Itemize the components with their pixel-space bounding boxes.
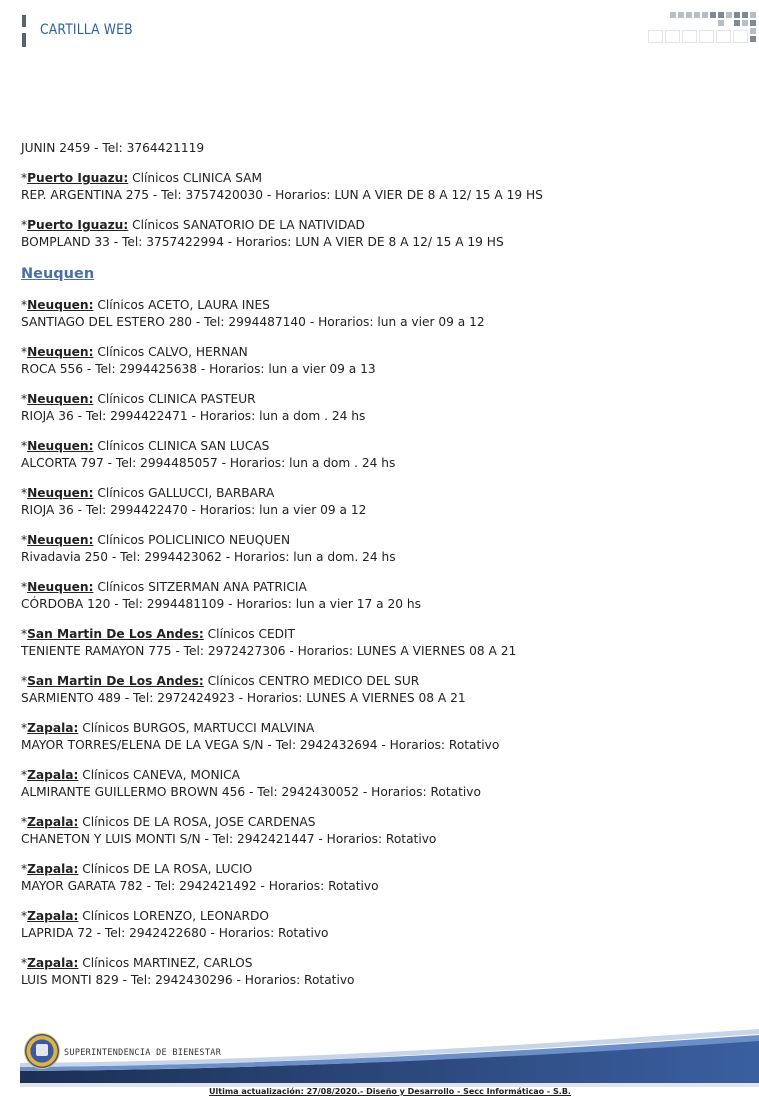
provider-heading-line	[21, 170, 741, 187]
provider-specialty: Clínicos	[82, 815, 130, 829]
provider-details: RIOJA 36 - Tel: 2994422470 - Horarios: lun a vier 09 a 12	[21, 503, 367, 517]
bullet-asterisk: *	[21, 909, 28, 923]
provider-specialty: Clínicos	[97, 533, 145, 547]
provider-entry	[21, 579, 741, 613]
provider-details: BOMPLAND 33 - Tel: 3757422994 - Horarios: LUN A VIER DE 8 A 12/ 15 A 19 HS	[21, 235, 504, 249]
provider-entry	[21, 217, 741, 251]
provider-heading-line	[21, 720, 741, 737]
provider-heading-line	[21, 297, 741, 314]
provider-listing	[21, 140, 741, 989]
provider-entry	[21, 297, 741, 331]
provider-city-link[interactable]: Neuquen:	[27, 392, 94, 406]
header-squares-decoration	[634, 10, 759, 50]
provider-name: ACETO, LAURA INES	[148, 298, 270, 312]
provider-specialty: Clínicos	[82, 909, 130, 923]
provider-name: CLINICA PASTEUR	[148, 392, 256, 406]
provider-name: GALLUCCI, BARBARA	[148, 486, 275, 500]
provider-entry	[21, 344, 741, 378]
provider-specialty: Clínicos	[97, 345, 145, 359]
provider-specialty: Clínicos	[97, 580, 145, 594]
provider-entry	[21, 626, 741, 660]
provider-details: MAYOR GARATA 782 - Tel: 2942421492 - Horarios: Rotativo	[21, 879, 379, 893]
provider-heading-line	[21, 485, 741, 502]
bullet-asterisk: *	[21, 486, 28, 500]
bullet-asterisk: *	[21, 533, 28, 547]
provider-heading-line	[21, 814, 741, 831]
provider-entry	[21, 955, 741, 989]
provider-name: POLICLINICO NEUQUEN	[148, 533, 291, 547]
provider-entry	[21, 908, 741, 942]
provider-city-link[interactable]: Neuquen:	[27, 439, 94, 453]
page-footer	[0, 1025, 759, 1101]
provider-details: SANTIAGO DEL ESTERO 280 - Tel: 2994487140 - Horarios: lun a vier 09 a 12	[21, 315, 485, 329]
provider-entry	[21, 391, 741, 425]
provider-entry	[21, 170, 741, 204]
provider-heading-line	[21, 626, 741, 643]
bullet-asterisk: *	[21, 580, 28, 594]
provider-entry	[21, 485, 741, 519]
provider-heading-line	[21, 532, 741, 549]
provider-entry	[21, 673, 741, 707]
provider-heading-line	[21, 344, 741, 361]
provider-entry	[21, 720, 741, 754]
provider-city-link[interactable]: Neuquen:	[27, 486, 94, 500]
provider-specialty: Clínicos	[82, 768, 130, 782]
bullet-asterisk: *	[21, 627, 28, 641]
provider-details: RIOJA 36 - Tel: 2994422471 - Horarios: lun a dom . 24 hs	[21, 409, 366, 423]
provider-name: SANATORIO DE LA NATIVIDAD	[182, 218, 365, 232]
provider-city-link[interactable]: Neuquen:	[27, 345, 94, 359]
provider-city-link[interactable]: Zapala:	[27, 862, 79, 876]
bullet-asterisk: *	[21, 721, 28, 735]
provider-entry	[21, 767, 741, 801]
bullet-asterisk: *	[21, 345, 28, 359]
header-bar-icon	[22, 15, 26, 47]
provider-heading-line	[21, 861, 741, 878]
provider-details: MAYOR TORRES/ELENA DE LA VEGA S/N - Tel: 2942432694 - Horarios: Rotativo	[21, 738, 500, 752]
provider-city-link[interactable]: Zapala:	[27, 909, 79, 923]
provider-specialty: Clínicos	[97, 392, 145, 406]
provider-details: CÓRDOBA 120 - Tel: 2994481109 - Horarios: lun a vier 17 a 20 hs	[21, 597, 421, 611]
provider-details: SARMIENTO 489 - Tel: 2972424923 - Horarios: LUNES A VIERNES 08 A 21	[21, 691, 466, 705]
provider-name: CANEVA, MONICA	[133, 768, 241, 782]
provider-heading-line	[21, 767, 741, 784]
footer-update-text: Ultima actualización: 27/08/2020.- Diseño y Desarrollo - Secc Informáticao - S.B.	[209, 1087, 571, 1096]
provider-specialty: Clínicos	[207, 627, 255, 641]
provider-specialty: Clínicos	[97, 439, 145, 453]
bullet-asterisk: *	[21, 171, 28, 185]
provider-entry	[21, 814, 741, 848]
provider-specialty: Clínicos	[132, 171, 180, 185]
provider-specialty: Clínicos	[97, 486, 145, 500]
bullet-asterisk: *	[21, 862, 28, 876]
provider-name: DE LA ROSA, JOSE CARDENAS	[133, 815, 316, 829]
provider-name: CLINICA SAM	[182, 171, 263, 185]
provider-heading-line	[21, 908, 741, 925]
bullet-asterisk: *	[21, 956, 28, 970]
bullet-asterisk: *	[21, 392, 28, 406]
bullet-asterisk: *	[21, 218, 28, 232]
provider-name: CALVO, HERNAN	[148, 345, 248, 359]
provider-entry	[21, 532, 741, 566]
provider-name: DE LA ROSA, LUCIO	[133, 862, 253, 876]
provider-details: ROCA 556 - Tel: 2994425638 - Horarios: lun a vier 09 a 13	[21, 362, 376, 376]
intro-line: JUNIN 2459 - Tel: 3764421119	[21, 141, 205, 155]
provider-name: BURGOS, MARTUCCI MALVINA	[133, 721, 315, 735]
provider-details: TENIENTE RAMAYON 775 - Tel: 2972427306 - Horarios: LUNES A VIERNES 08 A 21	[21, 644, 517, 658]
provider-heading-line	[21, 579, 741, 596]
provider-entry	[21, 438, 741, 472]
provider-city-link[interactable]: San Martin De Los Andes:	[27, 627, 204, 641]
provider-specialty: Clínicos	[82, 721, 130, 735]
section-heading-neuquen[interactable]: Neuquen	[21, 266, 95, 282]
provider-city-link[interactable]: Zapala:	[27, 721, 79, 735]
provider-heading-line	[21, 955, 741, 972]
provider-heading-line	[21, 391, 741, 408]
provider-city-link[interactable]: San Martin De Los Andes:	[27, 674, 204, 688]
provider-specialty: Clínicos	[132, 218, 180, 232]
provider-city-link[interactable]: Neuquen:	[27, 298, 94, 312]
provider-city-link[interactable]: Puerto Iguazu:	[27, 218, 129, 232]
provider-name: LORENZO, LEONARDO	[133, 909, 269, 923]
provider-name: CEDIT	[258, 627, 296, 641]
bullet-asterisk: *	[21, 815, 28, 829]
provider-name: CENTRO MEDICO DEL SUR	[258, 674, 420, 688]
provider-specialty: Clínicos	[97, 298, 145, 312]
provider-specialty: Clínicos	[82, 862, 130, 876]
provider-city-link[interactable]: Zapala:	[27, 768, 79, 782]
provider-city-link[interactable]: Zapala:	[27, 956, 79, 970]
provider-city-link[interactable]: Neuquen:	[27, 533, 94, 547]
entries-before	[21, 170, 741, 251]
org-name: SUPERINTENDENCIA DE BIENESTAR	[64, 1048, 222, 1058]
provider-heading-line	[21, 673, 741, 690]
page-header	[0, 0, 759, 60]
bullet-asterisk: *	[21, 674, 28, 688]
provider-heading-line	[21, 438, 741, 455]
provider-name: MARTINEZ, CARLOS	[133, 956, 253, 970]
provider-name: CLINICA SAN LUCAS	[148, 439, 270, 453]
provider-details: ALCORTA 797 - Tel: 2994485057 - Horarios: lun a dom . 24 hs	[21, 456, 396, 470]
provider-specialty: Clínicos	[82, 956, 130, 970]
provider-details: ALMIRANTE GUILLERMO BROWN 456 - Tel: 2942430052 - Horarios: Rotativo	[21, 785, 481, 799]
bullet-asterisk: *	[21, 439, 28, 453]
seal-logo-icon	[24, 1033, 60, 1069]
provider-details: REP. ARGENTINA 275 - Tel: 3757420030 - Horarios: LUN A VIER DE 8 A 12/ 15 A 19 HS	[21, 188, 543, 202]
page-title: CARTILLA WEB	[40, 22, 133, 38]
provider-details: LAPRIDA 72 - Tel: 2942422680 - Horarios: Rotativo	[21, 926, 329, 940]
bullet-asterisk: *	[21, 298, 28, 312]
provider-details: LUIS MONTI 829 - Tel: 2942430296 - Horarios: Rotativo	[21, 973, 355, 987]
provider-name: SITZERMAN ANA PATRICIA	[148, 580, 307, 594]
provider-city-link[interactable]: Puerto Iguazu:	[27, 171, 129, 185]
provider-entry	[21, 861, 741, 895]
provider-details: CHANETON Y LUIS MONTI S/N - Tel: 2942421447 - Horarios: Rotativo	[21, 832, 437, 846]
provider-city-link[interactable]: Zapala:	[27, 815, 79, 829]
bullet-asterisk: *	[21, 768, 28, 782]
entries-neuquen	[21, 297, 741, 989]
provider-heading-line	[21, 217, 741, 234]
provider-specialty: Clínicos	[207, 674, 255, 688]
provider-details: Rivadavia 250 - Tel: 2994423062 - Horarios: lun a dom. 24 hs	[21, 550, 396, 564]
provider-city-link[interactable]: Neuquen:	[27, 580, 94, 594]
